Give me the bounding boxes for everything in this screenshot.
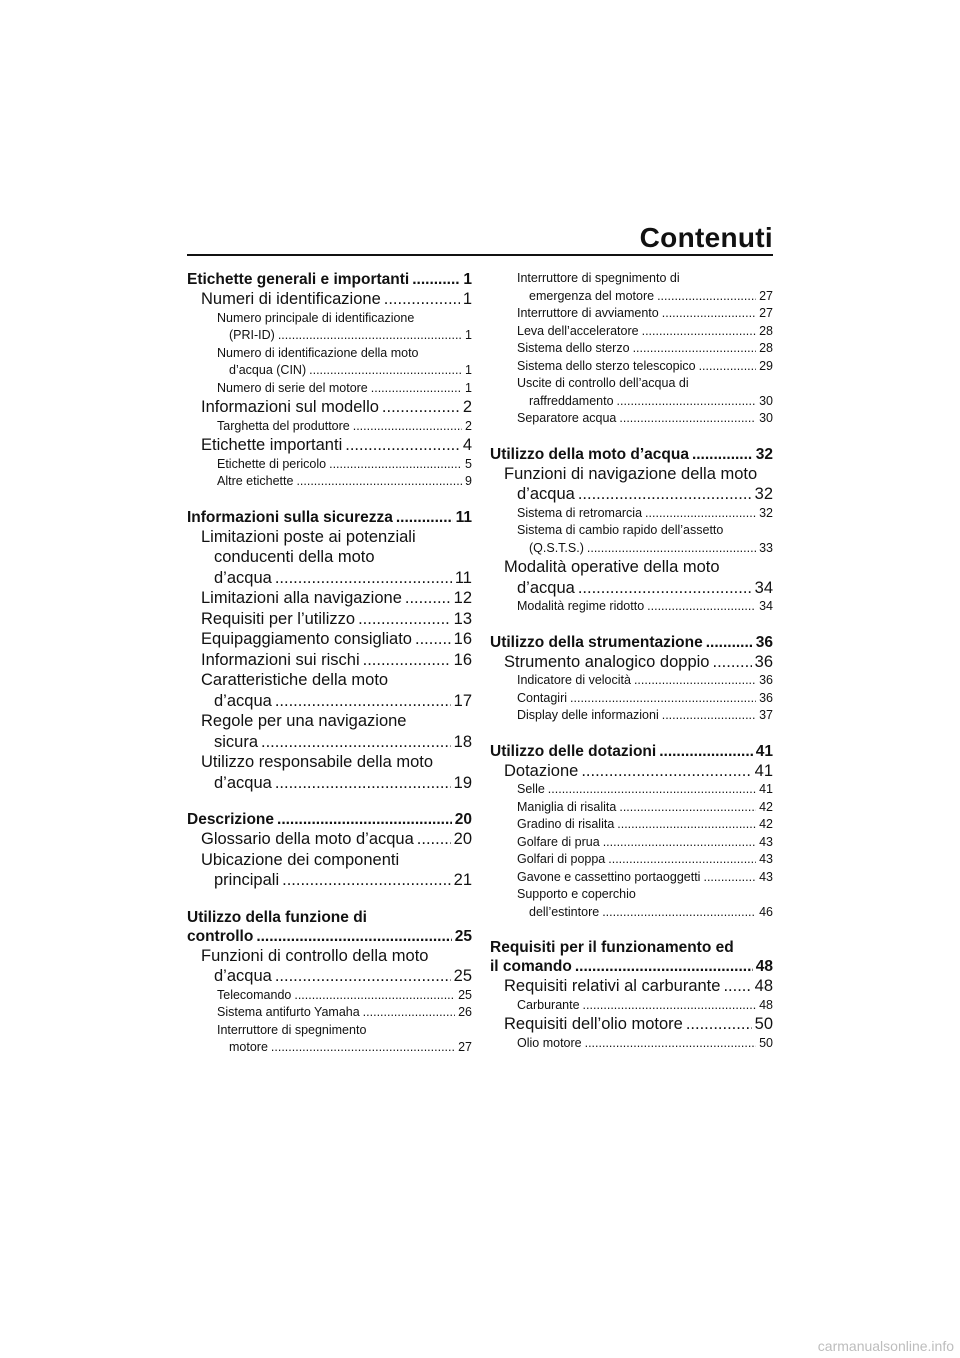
toc-subentry[interactable]: Maniglia di risalita ..... 42 <box>490 799 773 817</box>
toc-subentry[interactable]: (PRI-ID) ..... 1 <box>187 327 472 345</box>
toc-subentry[interactable]: Display delle informazioni ..... 37 <box>490 707 773 725</box>
toc-section-heading[interactable]: Informazioni sulla sicurezza ..... 11 <box>187 508 472 527</box>
toc-section-heading[interactable]: il comando ..... 48 <box>490 957 773 976</box>
toc-subentry[interactable]: d’acqua (CIN) ..... 1 <box>187 362 472 380</box>
toc-entry[interactable]: Strumento analogico doppio ..... 36 <box>490 652 773 673</box>
toc-subentry[interactable]: emergenza del motore ..... 27 <box>490 288 773 306</box>
toc-subentry-line[interactable]: Interruttore di spegnimento di <box>517 271 680 285</box>
toc-entry[interactable]: Etichette importanti ..... 4 <box>187 435 472 456</box>
toc-subentry-line[interactable]: Supporto e coperchio <box>517 887 636 901</box>
toc-entry[interactable]: d’acqua ..... 34 <box>490 578 773 599</box>
toc-entry[interactable]: principali ..... 21 <box>187 870 472 891</box>
toc-subentry[interactable]: dell’estintore ..... 46 <box>490 904 773 922</box>
toc-subentry[interactable]: Golfari di poppa ..... 43 <box>490 851 773 869</box>
toc-entry[interactable]: Requisiti relativi al carburante ..... 48 <box>490 976 773 997</box>
toc-subentry[interactable]: Sistema dello sterzo telescopico ..... 29 <box>490 358 773 376</box>
toc-subentry[interactable]: Sistema antifurto Yamaha ..... 26 <box>187 1004 472 1022</box>
toc-section-heading[interactable]: Utilizzo della strumentazione ..... 36 <box>490 633 773 652</box>
toc-subentry[interactable]: Sistema di retromarcia ..... 32 <box>490 505 773 523</box>
toc-subentry[interactable]: Golfare di prua ..... 43 <box>490 834 773 852</box>
toc-subentry-line[interactable]: Numero di identificazione della moto <box>217 345 419 360</box>
toc-entry-line[interactable]: Utilizzo responsabile della moto <box>201 753 434 771</box>
toc-entry[interactable]: Glossario della moto d’acqua ..... 20 <box>187 829 472 850</box>
toc-entry[interactable]: d’acqua ..... 25 <box>187 966 472 987</box>
watermark: carmanualsonline.info <box>817 1338 954 1354</box>
toc-entry[interactable]: d’acqua ..... 19 <box>187 773 472 794</box>
toc-entry-line[interactable]: Limitazioni poste ai potenziali <box>201 527 416 546</box>
toc-subentry[interactable]: Contagiri ..... 36 <box>490 690 773 708</box>
toc-section-heading-line[interactable]: Requisiti per il funzionamento ed <box>490 939 734 956</box>
toc-subentry[interactable]: Indicatore di velocità ..... 36 <box>490 672 773 690</box>
toc-subentry[interactable]: Modalità regime ridotto ..... 34 <box>490 598 773 616</box>
title-rule <box>187 254 773 256</box>
toc-section-heading[interactable]: controllo ..... 25 <box>187 927 472 946</box>
toc-subentry[interactable]: Telecomando ..... 25 <box>187 987 472 1005</box>
toc-entry[interactable]: Dotazione ..... 41 <box>490 761 773 782</box>
toc-section-heading[interactable]: Utilizzo della moto d’acqua ..... 32 <box>490 445 773 464</box>
toc-left-column <box>187 270 472 1057</box>
toc-entry[interactable]: Informazioni sul modello ..... 2 <box>187 397 472 418</box>
toc-subentry[interactable]: Separatore acqua ..... 30 <box>490 410 773 428</box>
toc-subentry[interactable]: Altre etichette ..... 9 <box>187 473 472 491</box>
toc-entry-line[interactable]: Regole per una navigazione <box>201 712 407 730</box>
toc-subentry[interactable]: Etichette di pericolo ..... 5 <box>187 456 472 474</box>
toc-subentry-line[interactable]: Uscite di controllo dell’acqua di <box>517 376 689 390</box>
toc-section-heading[interactable]: Descrizione ..... 20 <box>187 810 472 829</box>
toc-subentry[interactable]: Carburante ..... 48 <box>490 997 773 1015</box>
toc-entry-line[interactable]: Funzioni di controllo della moto <box>201 946 429 965</box>
toc-entry-line[interactable]: Caratteristiche della moto <box>201 671 389 689</box>
toc-entry[interactable]: d’acqua ..... 11 <box>187 568 472 589</box>
toc-entry[interactable]: Numeri di identificazione ..... 1 <box>187 289 472 310</box>
toc-subentry[interactable]: Olio motore ..... 50 <box>490 1035 773 1053</box>
toc-subentry[interactable]: Targhetta del produttore ..... 2 <box>187 418 472 436</box>
toc-entry[interactable]: d’acqua ..... 32 <box>490 484 773 505</box>
toc-subentry[interactable]: Numero di serie del motore ..... 1 <box>187 380 472 398</box>
toc-subentry[interactable]: raffreddamento ..... 30 <box>490 393 773 411</box>
toc-entry[interactable]: Limitazioni alla navigazione ..... 12 <box>187 588 472 609</box>
toc-section-heading[interactable]: Etichette generali e importanti ..... 1 <box>187 270 472 289</box>
toc-entry-line[interactable]: Modalità operative della moto <box>504 558 720 576</box>
toc-subentry-line[interactable]: Numero principale di identificazione <box>217 310 415 325</box>
page-title: Contenuti <box>639 222 773 253</box>
toc-entry-line[interactable]: conducenti della moto <box>214 548 375 566</box>
toc-subentry-line[interactable]: Interruttore di spegnimento <box>217 1022 367 1037</box>
toc-subentry[interactable]: (Q.S.T.S.) ..... 33 <box>490 540 773 558</box>
toc-entry[interactable]: Requisiti per l’utilizzo ..... 13 <box>187 609 472 630</box>
toc-subentry[interactable]: Gradino di risalita ..... 42 <box>490 816 773 834</box>
toc-section-heading-line[interactable]: Utilizzo della funzione di <box>187 908 367 926</box>
toc-entry[interactable]: Informazioni sui rischi ..... 16 <box>187 650 472 671</box>
toc-subentry[interactable]: Leva dell’acceleratore ..... 28 <box>490 323 773 341</box>
toc-subentry[interactable]: Selle ..... 41 <box>490 781 773 799</box>
toc-entry-line[interactable]: Funzioni di navigazione della moto <box>504 464 758 483</box>
toc-entry[interactable]: sicura ..... 18 <box>187 732 472 753</box>
toc-subentry[interactable]: Gavone e cassettino portaoggetti ..... 43 <box>490 869 773 887</box>
toc-section-heading[interactable]: Utilizzo delle dotazioni ..... 41 <box>490 742 773 761</box>
toc-subentry[interactable]: motore ..... 27 <box>187 1039 472 1057</box>
toc-subentry[interactable]: Interruttore di avviamento ..... 27 <box>490 305 773 323</box>
toc-subentry-line[interactable]: Sistema di cambio rapido dell’assetto <box>517 523 724 537</box>
toc-right-column <box>490 270 773 1052</box>
toc-subentry[interactable]: Sistema dello sterzo ..... 28 <box>490 340 773 358</box>
toc-entry[interactable]: d’acqua ..... 17 <box>187 691 472 712</box>
toc-entry[interactable]: Equipaggiamento consigliato ..... 16 <box>187 629 472 650</box>
toc-entry[interactable]: Requisiti dell’olio motore ..... 50 <box>490 1014 773 1035</box>
toc-entry-line[interactable]: Ubicazione dei componenti <box>201 850 400 869</box>
